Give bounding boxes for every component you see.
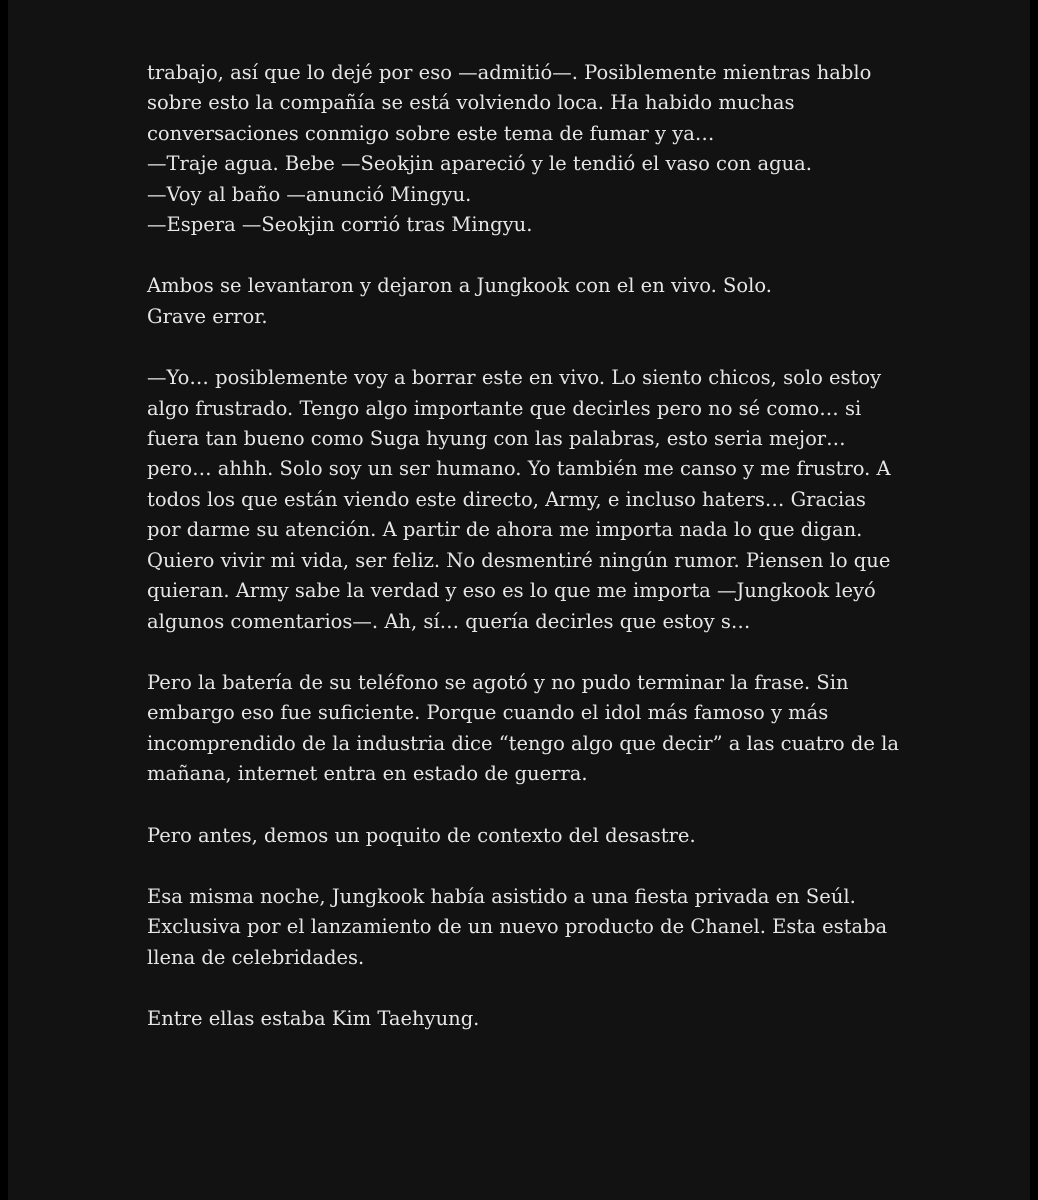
text-line: Exclusiva por el lanzamiento de un nuevo producto de Chanel. Esta estaba (147, 915, 888, 939)
text-line: —Voy al baño —anunció Mingyu. (147, 182, 472, 206)
text-line: algunos comentarios—. Ah, sí… quería decirles que estoy s… (147, 609, 751, 633)
text-line: trabajo, así que lo dejé por eso —admitió—. Posiblemente mientras hablo (147, 61, 872, 84)
text-line: Pero antes, demos un poquito de contexto del desastre. (147, 823, 696, 847)
page (8, 0, 1030, 1200)
text-line: sobre esto la compañía se está volviendo loca. Ha habido muchas (147, 91, 795, 115)
text-line: pero… ahhh. Solo soy un ser humano. Yo también me canso y me frustro. A (147, 457, 891, 481)
text-line: embargo eso fue suficiente. Porque cuando el idol más famoso y más (147, 701, 829, 725)
text-line: Esa misma noche, Jungkook había asistido a una fiesta privada en Seúl. (147, 884, 856, 908)
text-line: conversaciones conmigo sobre este tema de fumar y ya… (147, 121, 715, 145)
text-line: Entre ellas estaba Kim Taehyung. (147, 1007, 480, 1031)
paragraph (147, 668, 907, 790)
paragraph (147, 271, 907, 332)
paragraph (147, 58, 907, 240)
text-line: fuera tan bueno como Suga hyung con las palabras, esto seria mejor… (147, 427, 846, 451)
text-line: por darme su atención. A partir de ahora me importa nada lo que digan. (147, 518, 863, 542)
text-line: —Espera —Seokjin corrió tras Mingyu. (147, 213, 533, 237)
text-line: todos los que están viendo este directo, Army, e incluso haters… Gracias (147, 487, 866, 511)
text-line: Quiero vivir mi vida, ser feliz. No desmentiré ningún rumor. Piensen lo que (147, 548, 891, 572)
paragraph (147, 882, 907, 973)
document-body (147, 58, 907, 1066)
text-line: llena de celebridades. (147, 945, 365, 969)
paragraph (147, 1004, 907, 1034)
text-line: quieran. Army sabe la verdad y eso es lo que me importa —Jungkook leyó (147, 579, 876, 603)
text-line: mañana, internet entra en estado de guerra. (147, 762, 588, 786)
text-line: Pero la batería de su teléfono se agotó y no pudo terminar la frase. Sin (147, 670, 849, 694)
text-line: —Traje agua. Bebe —Seokjin apareció y le tendió el vaso con agua. (147, 152, 812, 176)
text-line: incomprendido de la industria dice “tengo algo que decir” a las cuatro de la (147, 731, 899, 755)
text-line: algo frustrado. Tengo algo importante que decirles pero no sé como… si (147, 396, 862, 420)
text-line: —Yo… posiblemente voy a borrar este en vivo. Lo siento chicos, solo estoy (147, 366, 882, 390)
paragraph (147, 821, 907, 851)
text-line: Grave error. (147, 304, 268, 328)
paragraph (147, 363, 907, 637)
text-line: Ambos se levantaron y dejaron a Jungkook con el en vivo. Solo. (147, 274, 772, 298)
